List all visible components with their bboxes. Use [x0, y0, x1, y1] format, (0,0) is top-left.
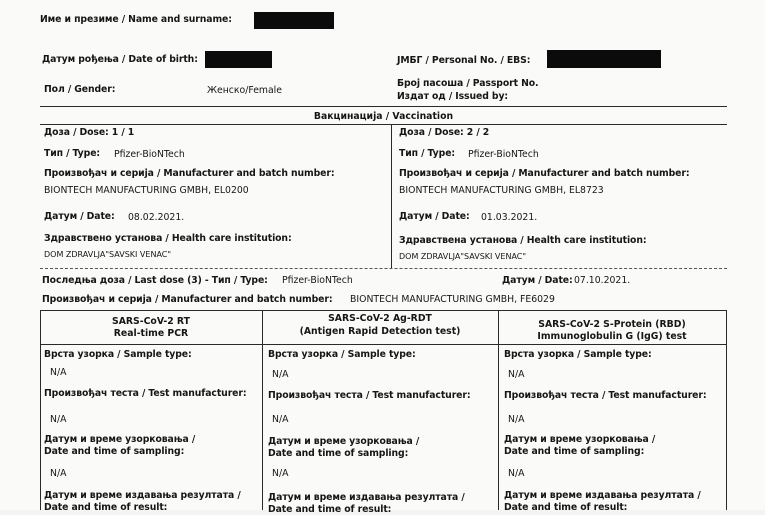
dose1-label: Доза / Dose: 1 / 1 — [44, 127, 135, 138]
igg-sampling-label-1: Датум и време узорковања / — [504, 434, 656, 445]
name-redaction — [254, 12, 334, 29]
pcr-manufacturer-value: N/A — [50, 414, 67, 425]
ag-manufacturer-value: N/A — [272, 414, 289, 425]
igg-title-2: Immunoglobulin G (IgG) test — [537, 331, 687, 342]
ag-title-2: (Antigen Rapid Detection test) — [299, 326, 461, 337]
last-manufacturer-value: BIONTECH MANUFACTURING GMBH, FE6029 — [350, 294, 555, 305]
igg-result-label-2: Date and time of result: — [504, 502, 628, 513]
dose1-date-label: Датум / Date: — [44, 211, 115, 222]
dose2-type-label: Тип / Type: — [399, 148, 456, 159]
tests-right-border — [726, 310, 727, 510]
igg-manufacturer-value: N/A — [508, 414, 525, 425]
last-dose-label: Последња доза / Last dose (3) - Тип / Type: — [42, 275, 268, 286]
pcr-sample-value: N/A — [50, 367, 67, 378]
dob-redaction — [205, 51, 272, 68]
ag-manufacturer-label: Произвођач теста / Test manufacturer: — [268, 390, 471, 401]
jmbg-redaction — [547, 50, 661, 68]
igg-sampling-label-2: Date and time of sampling: — [504, 446, 645, 457]
dose1-date-value: 08.02.2021. — [128, 212, 185, 223]
ag-result-label-1: Датум и време издавања резултата / — [268, 492, 465, 503]
tests-left-border — [40, 310, 41, 510]
dose1-type-label: Тип / Type: — [44, 148, 101, 159]
igg-result-label-1: Датум и време издавања резултата / — [504, 490, 701, 501]
ag-sampling-label-1: Датум и време узорковања / — [268, 436, 420, 447]
dob-label: Датум рођења / Date of birth: — [42, 54, 198, 65]
igg-sample-value: N/A — [508, 369, 525, 380]
rule-dashed — [40, 268, 727, 269]
gender-label: Пол / Gender: — [44, 84, 116, 95]
dose2-institution-label: Здравствена установа / Health care institution: — [399, 235, 647, 246]
igg-title-1: SARS-CoV-2 S-Protein (RBD) — [538, 319, 686, 330]
passport-label: Број пасоша / Passport No. — [397, 78, 539, 89]
dose1-institution-label: Здравствено установа / Health care institution: — [44, 233, 292, 244]
pcr-sampling-label-1: Датум и време узорковања / — [44, 434, 196, 445]
ag-sampling-value: N/A — [272, 468, 289, 479]
issued-by-label: Издат од / Issued by: — [397, 91, 509, 102]
pcr-title-1: SARS-CoV-2 RT — [112, 316, 190, 327]
dose2-date-value: 01.03.2021. — [481, 212, 538, 223]
vaccination-title: Вакцинација / Vaccination — [313, 111, 454, 122]
rule-vaccination — [40, 124, 727, 125]
pcr-title-2: Real-time PCR — [113, 328, 189, 339]
gender-value: Женско/Female — [207, 85, 282, 96]
dose2-institution-value: DOM ZDRAVLJA"SAVSKI VENAC" — [399, 252, 527, 261]
name-label: Име и презиме / Name and surname: — [40, 14, 232, 25]
ag-sample-value: N/A — [272, 369, 289, 380]
rule-tests-header — [40, 344, 727, 345]
tests-divider-1 — [262, 310, 263, 510]
pcr-sample-label: Врста узорка / Sample type: — [44, 349, 192, 360]
dose1-manufacturer-value: BIONTECH MANUFACTURING GMBH, EL0200 — [44, 185, 249, 196]
last-date-value: 07.10.2021. — [574, 275, 631, 286]
rule-top — [40, 106, 727, 107]
ag-result-label-2: Date and time of result: — [268, 504, 392, 515]
ag-sample-label: Врста узорка / Sample type: — [268, 349, 416, 360]
pcr-sampling-label-2: Date and time of sampling: — [44, 446, 185, 457]
last-manufacturer-label: Произвођач и серија / Manufacturer and batch number: — [42, 294, 333, 305]
last-date-label: Датум / Date: — [502, 275, 573, 286]
dose2-label: Доза / Dose: 2 / 2 — [399, 127, 490, 138]
ag-sampling-label-2: Date and time of sampling: — [268, 448, 409, 459]
igg-manufacturer-label: Произвођач теста / Test manufacturer: — [504, 390, 707, 401]
dose-divider — [391, 124, 392, 268]
rule-tests-top — [40, 310, 727, 311]
pcr-result-label-1: Датум и време издавања резултата / — [44, 490, 241, 501]
dose1-type-value: Pfizer-BioNTech — [114, 149, 185, 160]
pcr-manufacturer-label: Произвођач теста / Test manufacturer: — [44, 388, 247, 399]
igg-sample-label: Врста узорка / Sample type: — [504, 349, 652, 360]
dose1-manufacturer-label: Произвођач и серија / Manufacturer and batch number: — [44, 168, 335, 179]
dose2-type-value: Pfizer-BioNTech — [468, 149, 539, 160]
dose2-date-label: Датум / Date: — [399, 211, 470, 222]
dose2-manufacturer-value: BIONTECH MANUFACTURING GMBH, EL8723 — [399, 185, 604, 196]
last-dose-type-value: Pfizer-BioNTech — [282, 275, 353, 286]
jmbg-label: ЈМБГ / Personal No. / EBS: — [397, 55, 531, 66]
igg-sampling-value: N/A — [508, 468, 525, 479]
dose1-institution-value: DOM ZDRAVLJA"SAVSKI VENAC" — [44, 250, 172, 259]
ag-title-1: SARS-CoV-2 Ag-RDT — [328, 313, 432, 324]
pcr-sampling-value: N/A — [50, 468, 67, 479]
pcr-result-label-2: Date and time of result: — [44, 502, 168, 513]
dose2-manufacturer-label: Произвођач и серија / Manufacturer and batch number: — [399, 168, 690, 179]
